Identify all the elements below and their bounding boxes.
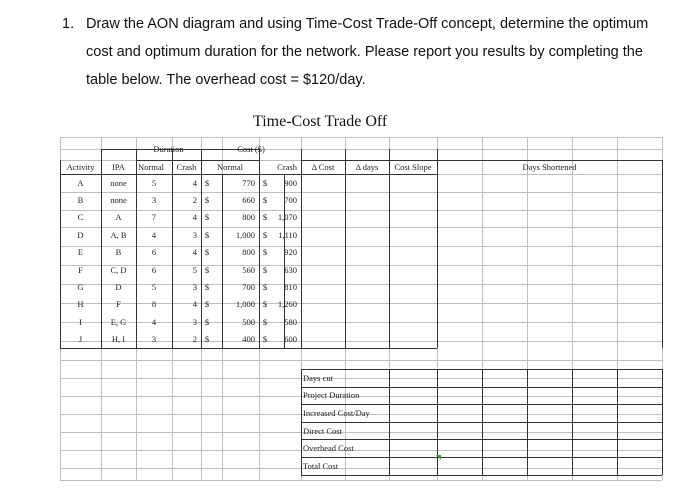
currency-symbol: $	[262, 299, 268, 310]
normal-cost-cell: 400	[242, 334, 255, 345]
normal-duration-cell: 4	[151, 316, 157, 327]
activity-cell: E	[77, 247, 84, 258]
crash-cost-cell: 1,110	[278, 229, 297, 240]
ipa-cell: A, B	[110, 229, 127, 240]
currency-symbol: $	[204, 299, 210, 310]
currency-symbol: $	[262, 334, 268, 345]
currency-symbol: $	[204, 264, 210, 275]
normal-cost-cell: 770	[242, 177, 255, 188]
ipa-cell: D	[115, 282, 122, 293]
normal-duration-cell: 8	[151, 299, 157, 310]
activity-cell: A	[77, 177, 84, 188]
currency-symbol: $	[262, 264, 268, 275]
activity-cell: C	[77, 212, 84, 223]
activity-cell: B	[77, 195, 84, 206]
crash-cost-cell: 1,260	[277, 299, 297, 310]
col-header-activity: Activity	[66, 162, 95, 172]
grid-line-vertical	[662, 369, 663, 475]
ipa-cell: C, D	[110, 264, 127, 275]
col-header-normal-duration: Normal	[138, 162, 164, 172]
activity-cell: G	[77, 282, 84, 293]
grid-line-vertical	[527, 369, 528, 475]
crash-duration-cell: 4	[192, 212, 197, 223]
ipa-cell: H, I	[111, 334, 126, 345]
summary-label: Total Cost	[303, 460, 339, 471]
currency-symbol: $	[204, 334, 210, 345]
currency-symbol: $	[204, 247, 210, 258]
ipa-cell: A	[115, 212, 122, 223]
grid-line-horizontal	[301, 475, 662, 476]
crash-cost-cell: 920	[284, 247, 297, 258]
crash-cost-cell: 1,070	[277, 212, 297, 223]
currency-symbol: $	[262, 247, 268, 258]
normal-cost-cell: 560	[242, 264, 255, 275]
col-header-crash-cost: Crash	[277, 162, 297, 172]
currency-symbol: $	[204, 316, 210, 327]
normal-cost-cell: 1,000	[235, 229, 255, 240]
col-header-days-shortened: Days Shortened	[522, 162, 577, 172]
normal-cost-cell: 800	[242, 247, 255, 258]
normal-cost-cell: 700	[242, 282, 255, 293]
ipa-cell: E, G	[110, 316, 127, 327]
crash-cost-cell: 600	[284, 334, 297, 345]
normal-duration-cell: 3	[151, 195, 157, 206]
normal-cost-cell: 500	[242, 316, 255, 327]
normal-duration-cell: 5	[151, 177, 157, 188]
grid-line-vertical	[662, 160, 663, 348]
normal-duration-cell: 4	[151, 229, 157, 240]
col-header-ipa: IPA	[112, 162, 125, 172]
grid-line-vertical	[389, 149, 390, 348]
normal-cost-cell: 800	[242, 212, 255, 223]
col-header-delta-days: Δ days	[355, 162, 379, 172]
normal-cost-cell: 1,000	[235, 299, 255, 310]
crash-cost-cell: 630	[284, 264, 297, 275]
crash-cost-cell: 900	[284, 177, 297, 188]
summary-label: Direct Cost	[303, 425, 342, 436]
cell-comment-marker	[436, 455, 441, 460]
crash-duration-cell: 5	[192, 264, 197, 275]
activity-cell: D	[77, 229, 84, 240]
crash-duration-cell: 3	[192, 229, 197, 240]
grid-line-vertical	[301, 149, 302, 348]
col-header-crash-duration: Crash	[176, 162, 197, 172]
cost-group-header: Cost ($)	[237, 144, 265, 154]
currency-symbol: $	[204, 195, 210, 206]
currency-symbol: $	[204, 282, 210, 293]
crash-cost-cell: 580	[284, 316, 297, 327]
normal-duration-cell: 6	[151, 247, 157, 258]
col-header-cost-slope: Cost Slope	[394, 162, 432, 172]
summary-label: Increased Cost/Day	[303, 407, 370, 418]
summary-label: Days cut	[303, 372, 333, 383]
crash-duration-cell: 3	[192, 282, 197, 293]
normal-duration-cell: 7	[151, 212, 157, 223]
col-header-normal-cost: Normal	[217, 162, 243, 172]
currency-symbol: $	[262, 212, 268, 223]
activity-cell: H	[77, 299, 84, 310]
normal-cost-cell: 660	[242, 195, 255, 206]
col-header-delta-cost: Δ Cost	[311, 162, 335, 172]
grid-line-vertical	[389, 369, 390, 475]
crash-cost-cell: 700	[284, 195, 297, 206]
activity-cell: I	[79, 316, 82, 327]
question-text: Draw the AON diagram and using Time-Cost Trade-Off concept, determine the optimum cost and optimum duration for the network. Please report you results by completing the table below. The overhead cost = $120/day.	[86, 16, 649, 88]
grid-line-horizontal	[60, 348, 437, 349]
crash-duration-cell: 4	[192, 247, 197, 258]
grid-line-vertical	[437, 149, 438, 348]
question-number: 1.	[62, 16, 75, 32]
sheet-title: Time-Cost Trade Off	[253, 113, 388, 130]
currency-symbol: $	[262, 195, 268, 206]
duration-group-header: Duration	[153, 144, 184, 154]
normal-duration-cell: 3	[151, 334, 157, 345]
currency-symbol: $	[204, 212, 210, 223]
crash-cost-cell: 810	[284, 282, 297, 293]
ipa-cell: F	[116, 299, 121, 310]
ipa-cell: B	[115, 247, 122, 258]
crash-duration-cell: 4	[192, 299, 197, 310]
currency-symbol: $	[262, 177, 268, 188]
normal-duration-cell: 6	[151, 264, 157, 275]
currency-symbol: $	[262, 229, 268, 240]
currency-symbol: $	[204, 177, 210, 188]
currency-symbol: $	[262, 282, 268, 293]
grid-line-horizontal	[60, 480, 662, 481]
grid-line-vertical	[345, 149, 346, 348]
grid-line-vertical	[572, 369, 573, 475]
currency-symbol: $	[204, 229, 210, 240]
currency-symbol: $	[262, 316, 268, 327]
crash-duration-cell: 2	[192, 195, 197, 206]
activity-cell: J	[78, 334, 83, 345]
ipa-cell: none	[110, 195, 127, 206]
crash-duration-cell: 3	[192, 316, 197, 327]
grid-line-vertical	[617, 369, 618, 475]
activity-cell: F	[78, 264, 83, 275]
summary-label: Project Duration	[303, 390, 360, 401]
crash-duration-cell: 2	[192, 334, 197, 345]
summary-label: Overhead Cost	[303, 443, 354, 454]
grid-line-vertical	[482, 369, 483, 475]
ipa-cell: none	[110, 177, 127, 188]
crash-duration-cell: 4	[192, 177, 197, 188]
normal-duration-cell: 5	[151, 282, 157, 293]
